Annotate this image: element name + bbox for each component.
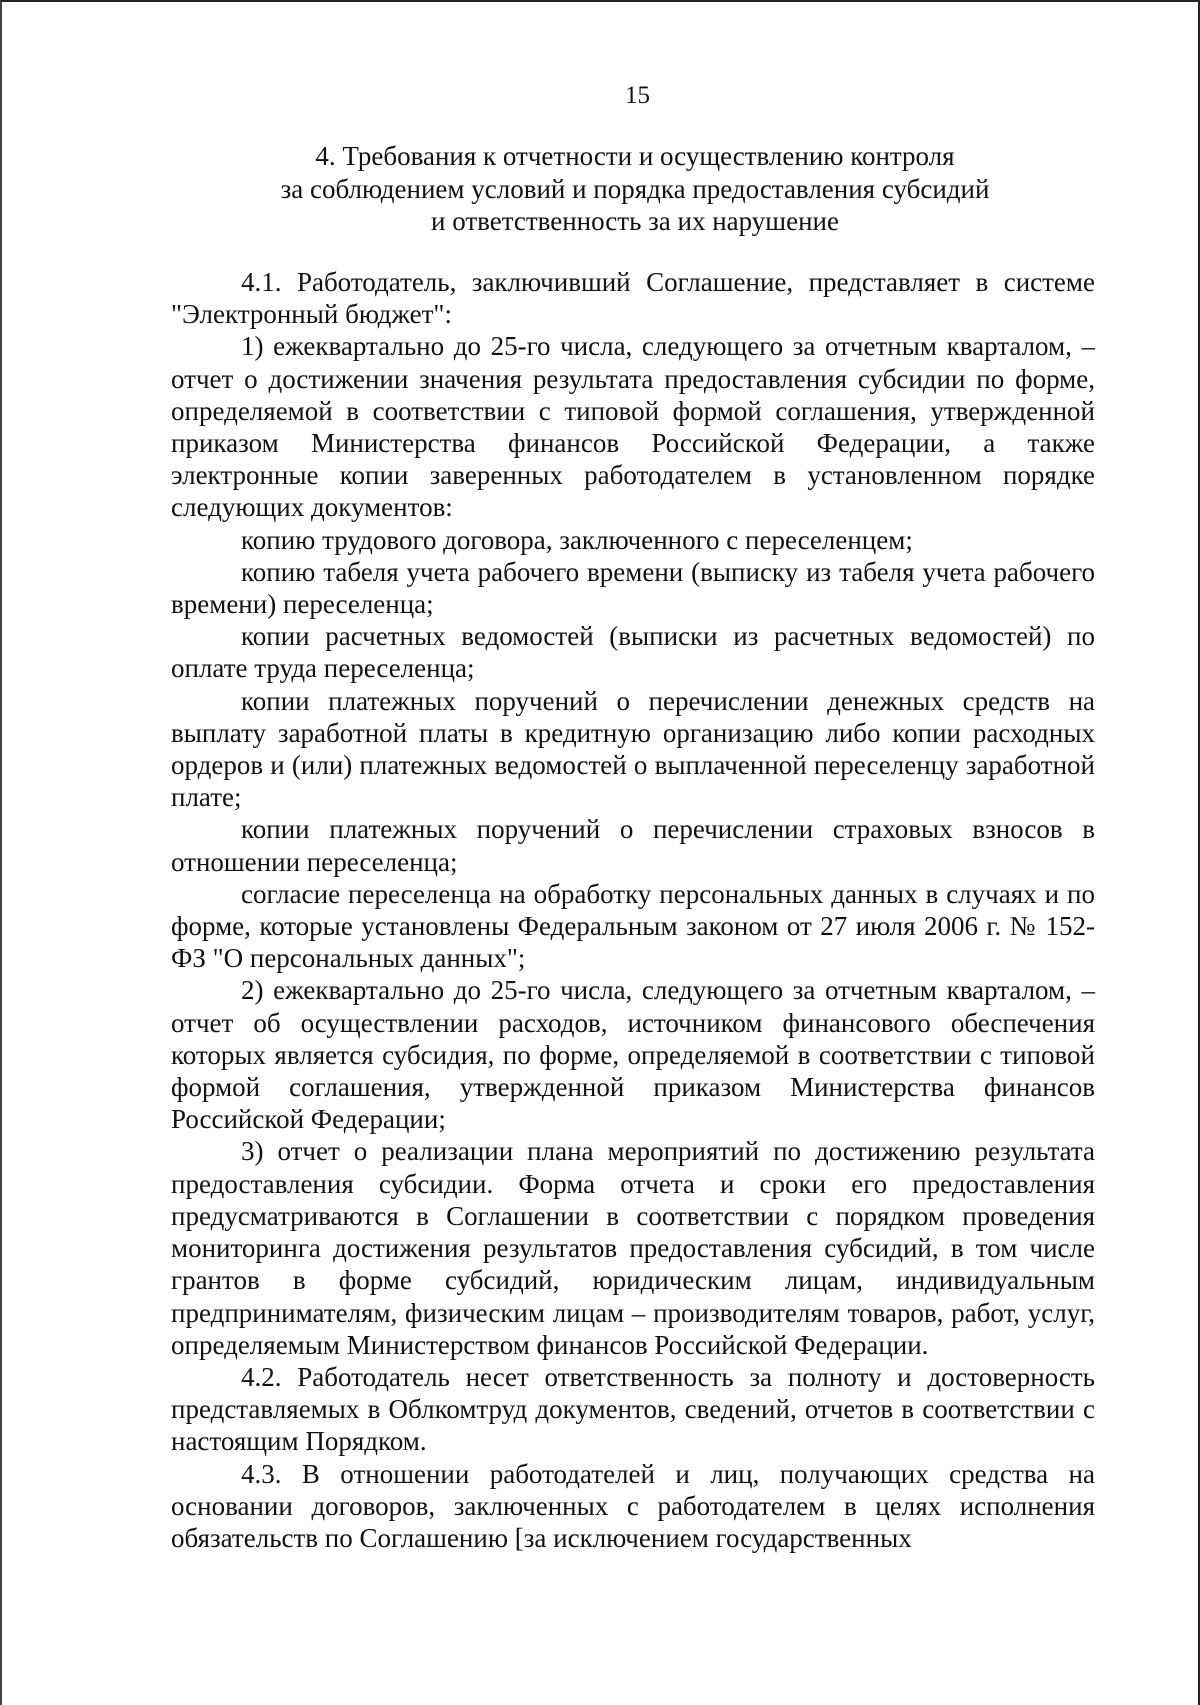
paragraph-doc-timesheet: копию табеля учета рабочего времени (выписку из табеля учета рабочего времени) переселенца;: [171, 556, 1095, 620]
paragraph-doc-personal-data-consent: согласие переселенца на обработку персональных данных в случаях и по форме, которые установлены Федеральным законом от 27 июля 2006 г. № 152-ФЗ "О персональных данных";: [171, 878, 1095, 974]
page-number: 15: [625, 82, 650, 109]
section-title-line-1: 4. Требования к отчетности и осуществлению контроля: [315, 141, 955, 171]
document-body: [171, 266, 1095, 1554]
section-title-line-3: и ответственность за их нарушение: [431, 206, 839, 236]
paragraph-doc-payroll: копии расчетных ведомостей (выписки из расчетных ведомостей) по оплате труда переселенца;: [171, 621, 1095, 684]
section-title-line-2: за соблюдением условий и порядка предоставления субсидий: [280, 173, 990, 204]
paragraph-item-3: 3) отчет о реализации плана мероприятий по достижению результата предоставления субсидии. Форма отчета и сроки его предоставления предусматриваются в Соглашении в соответствии с порядком проведения мониторинга достижения результатов предоставления субсидий, в том числе грантов в форме субсидий, юридическим лицам, индивидуальным предпринимателям, физическим лицам – производителям товаров, работ, услуг, определяемым Министерством финансов Российской Федерации.: [171, 1136, 1095, 1360]
paragraph-4-3: 4.3. В отношении работодателей и лиц, получающих средства на основании договоров, заключенных с работодателем в целях исполнения обязательств по Соглашению [за исключением государственных: [171, 1458, 1095, 1553]
section-title: [170, 140, 1100, 238]
paragraph-doc-payment-orders-wages: копии платежных поручений о перечислении денежных средств на выплату заработной платы в кредитную организацию либо копии расходных ордеров и (или) платежных ведомостей о выплаченной переселенцу заработной плате;: [171, 685, 1095, 813]
paragraph-doc-payment-orders-insurance: копии платежных поручений о перечислении страховых взносов в отношении переселенца;: [171, 814, 1095, 877]
paragraph-doc-labor-contract: копию трудового договора, заключенного с переселенцем;: [241, 524, 913, 555]
paragraph-4-1: 4.1. Работодатель, заключивший Соглашение, представляет в системе "Электронный бюджет":: [171, 267, 1095, 330]
paragraph-item-1: 1) ежеквартально до 25-го числа, следующего за отчетным кварталом, – отчет о достижении значения результата предоставления субсидии по форме, определяемой в соответствии с типовой формой соглашения, утвержденной приказом Министерства финансов Российской Федерации, а также электронные копии заверенных работодателем в установленном порядке следующих документов:: [171, 331, 1095, 523]
paragraph-item-2: 2) ежеквартально до 25-го числа, следующего за отчетным кварталом, – отчет об осуществлении расходов, источником финансового обеспечения которых является субсидия, по форме, определяемой в соответствии с типовой формой соглашения, утвержденной приказом Министерства финансов Российской Федерации;: [171, 975, 1095, 1135]
paragraph-4-2: 4.2. Работодатель несет ответственность за полноту и достоверность представляемых в Облкомтруд документов, сведений, отчетов в соответствии с настоящим Порядком.: [171, 1361, 1095, 1457]
